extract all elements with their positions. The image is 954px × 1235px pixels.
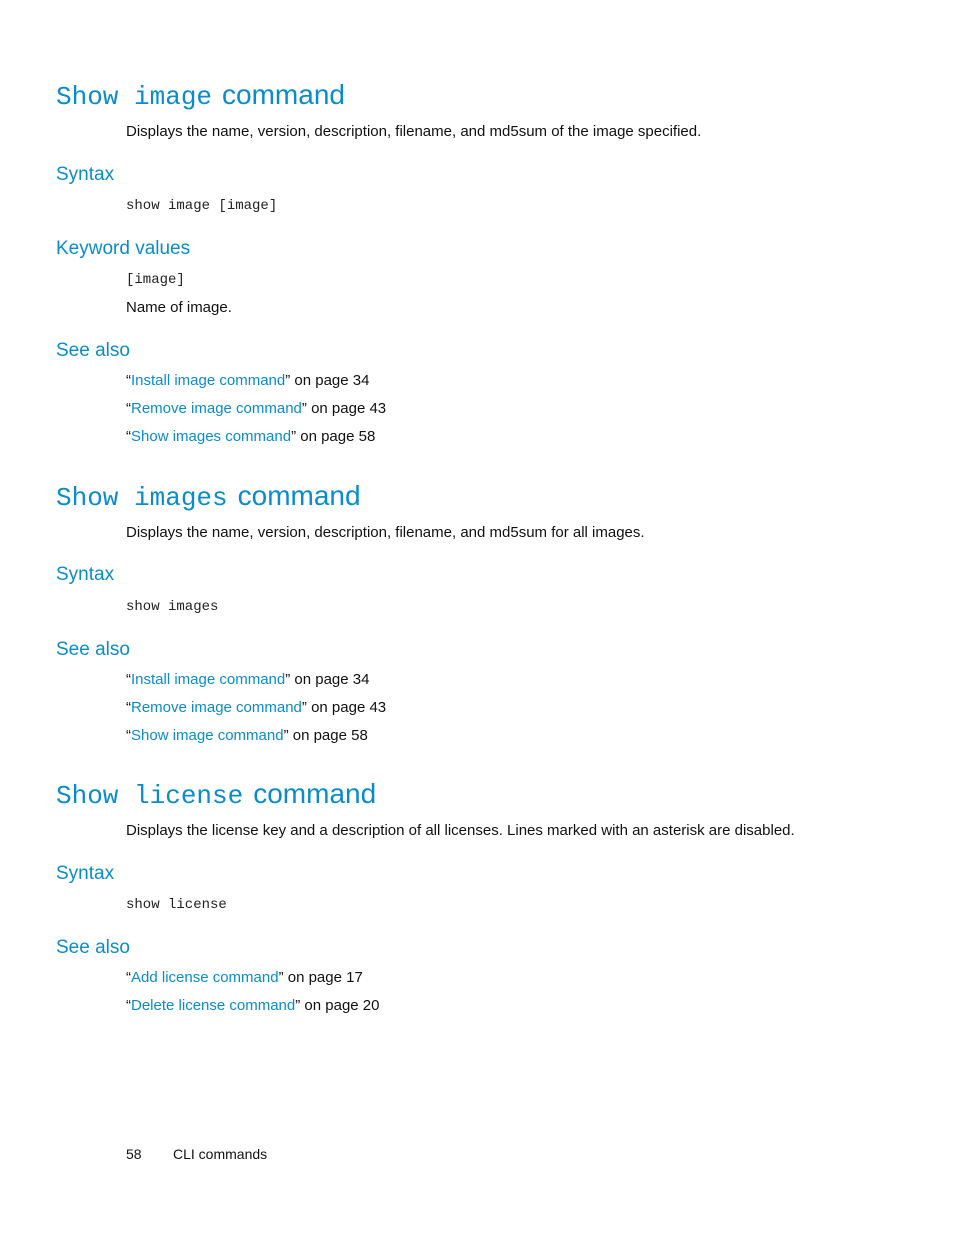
link-remove-image-command[interactable]: Remove image command — [131, 400, 302, 417]
section-description: Displays the license key and a description of all licenses. Lines marked with an asterisk are disabled. — [126, 822, 795, 839]
syntax-heading: Syntax — [56, 564, 115, 585]
heading-command-name: Show images — [56, 483, 228, 513]
keyword-values-heading: Keyword values — [56, 238, 191, 259]
see-also-item: “Show images command” on page 58 — [126, 428, 376, 445]
keyword-description: Name of image. — [126, 299, 232, 316]
link-remove-image-command[interactable]: Remove image command — [131, 699, 302, 716]
link-add-license-command[interactable]: Add license command — [131, 969, 279, 986]
see-also-item: “Delete license command” on page 20 — [126, 997, 380, 1014]
heading-command-name: Show license — [56, 781, 244, 811]
see-also-item: “Add license command” on page 17 — [126, 969, 363, 986]
link-show-image-command[interactable]: Show image command — [131, 727, 284, 744]
link-delete-license-command[interactable]: Delete license command — [131, 997, 296, 1014]
see-also-heading: See also — [56, 937, 130, 958]
section-heading-show-images — [56, 480, 361, 514]
syntax-heading: Syntax — [56, 164, 115, 185]
section-description: Displays the name, version, description, filename, and md5sum of the image specified. — [126, 123, 702, 140]
see-also-item: “Install image command” on page 34 — [126, 372, 370, 389]
footer-chapter-title: CLI commands — [173, 1146, 268, 1162]
heading-command-word: command — [237, 480, 361, 511]
keyword-code: [image] — [126, 272, 185, 288]
see-also-item: “Remove image command” on page 43 — [126, 400, 387, 417]
heading-command-word: command — [253, 778, 377, 809]
heading-command-name: Show image — [56, 82, 213, 112]
syntax-code: show image [image] — [126, 198, 278, 214]
see-also-item: “Show image command” on page 58 — [126, 727, 368, 744]
section-description: Displays the name, version, description, filename, and md5sum for all images. — [126, 524, 645, 541]
syntax-code: show license — [126, 897, 227, 913]
see-also-item: “Remove image command” on page 43 — [126, 699, 387, 716]
link-install-image-command[interactable]: Install image command — [131, 372, 286, 389]
link-show-images-command[interactable]: Show images command — [131, 428, 292, 445]
see-also-heading: See also — [56, 639, 130, 660]
footer-page-number: 58 — [126, 1146, 142, 1162]
syntax-heading: Syntax — [56, 863, 115, 884]
link-install-image-command[interactable]: Install image command — [131, 671, 286, 688]
see-also-item: “Install image command” on page 34 — [126, 671, 370, 688]
heading-command-word: command — [222, 79, 345, 110]
syntax-code: show images — [126, 599, 219, 615]
section-heading-show-image — [56, 79, 345, 113]
see-also-heading: See also — [56, 340, 130, 361]
section-heading-show-license — [56, 778, 376, 812]
